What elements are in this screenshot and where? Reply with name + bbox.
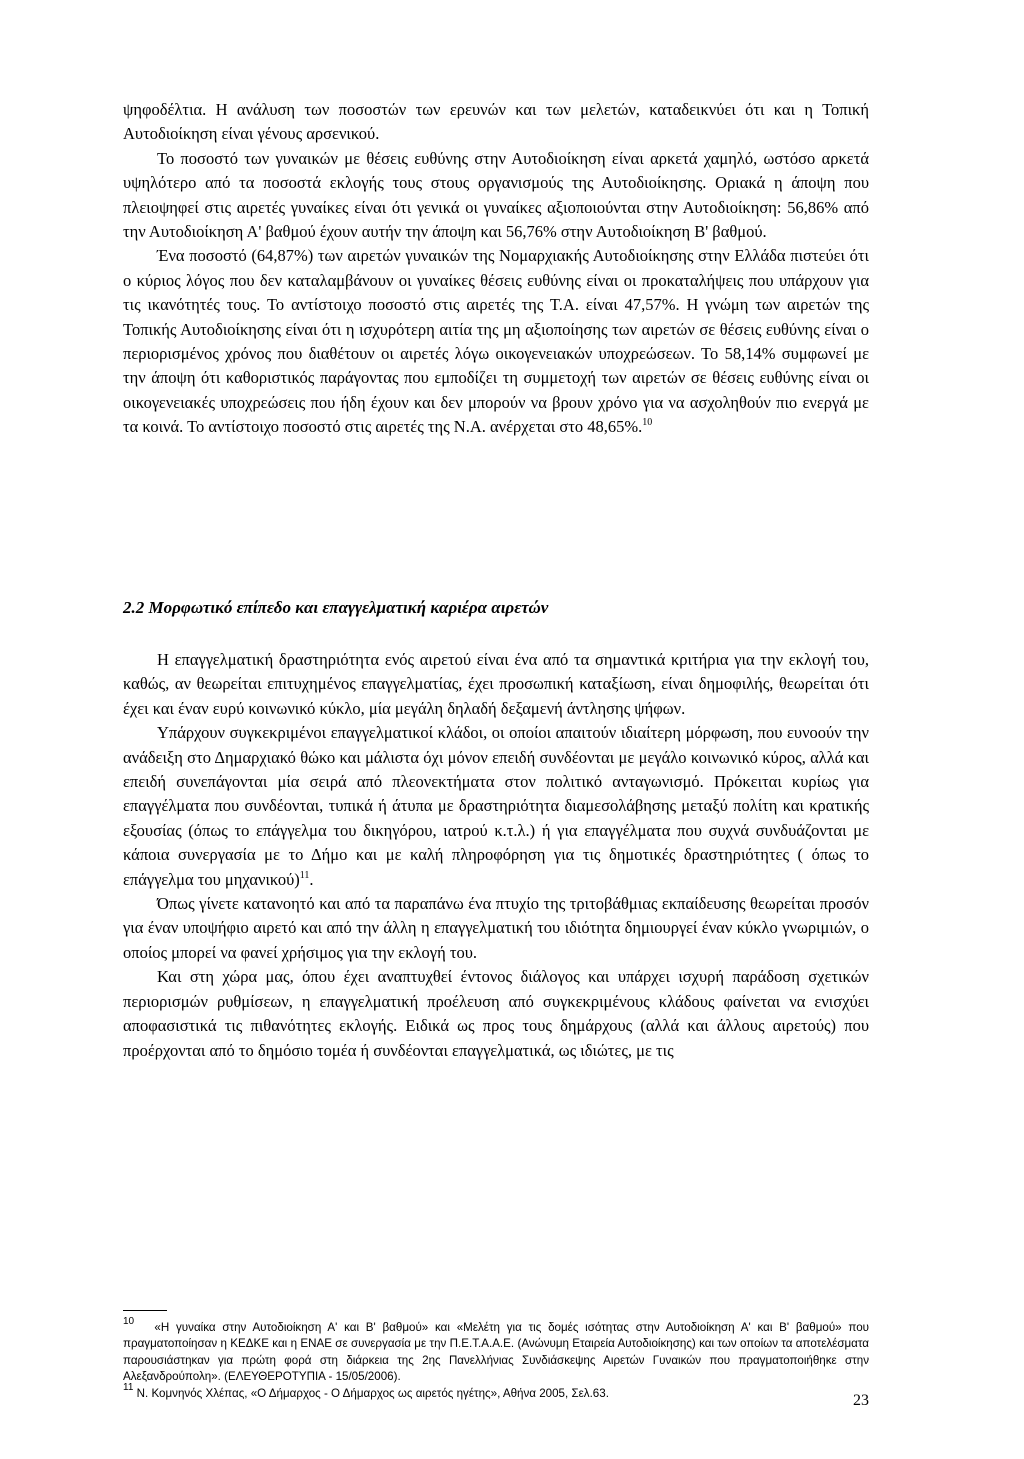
footnote-10-text: «Η γυναίκα στην Αυτοδιοίκηση Α' και Β' βαθμού» και «Μελέτη για τις δομές ισότητας στην Αυτοδιοίκηση Α' και Β' βαθμού» που πραγματοποίησαν η ΚΕΔΚΕ και η ΕΝΑΕ σε συνεργασία με την Π.Ε.Τ.Α.Α.Ε. (Ανώνυμη Εταιρεία Αυτοδιοίκησης) και των οποίων τα αποτελέσματα παρουσιάστηκαν για πρώτη φορά στη διάρκεια της 2ης Πανελλήνιας Συνδιάσκεψης Αιρετών Γυναικών που πραγματοποιήθηκε στην Αλεξανδρούπολη». (ΕΛΕΥΘΕΡΟΤΥΠΙΑ - 15/05/2006). (123, 1321, 869, 1384)
page-number: 23 (853, 1392, 869, 1409)
paragraph-professional-sectors (123, 721, 869, 892)
body-text-top (123, 98, 869, 440)
footnote-ref-11[interactable]: 11 (299, 869, 310, 881)
paragraph-tertiary-education: Όπως γίνετε κατανοητό και από τα παραπάνω ένα πτυχίο της τριτοβάθμιας εκπαίδευσης θεωρείται προσόν για έναν υποψήφιο αιρετό και από την άλλη η επαγγελματική του ιδιότητα δημιουργεί έναν κύκλο γνωριμιών, ο οποίος μπορεί να φανεί χρήσιμος για την εκλογή του. (123, 894, 869, 962)
footnote-11-text: Ν. Κομνηνός Χλέπας, «Ο Δήμαρχος - Ο Δήμαρχος ως αιρετός ηγέτης», Αθήνα 2005, Σελ.63. (136, 1386, 609, 1400)
footnote-11-mark: 11 (123, 1381, 134, 1393)
paragraph-professional-activity: Η επαγγελματική δραστηριότητα ενός αιρετού είναι ένα από τα σημαντικά κριτήρια για την εκλογή του, καθώς, αν θεωρείται επιτυχημένος επαγγελματίας, έχει προσωπική καταξίωση, είναι δημοφιλής, θεωρείται ότι έχει και έναν ευρύ κοινωνικό κύκλο, μία μεγάλη δηλαδή δεξαμενή άντλησης ψήφων. (123, 650, 869, 718)
paragraph-women-positions: Το ποσοστό των γυναικών με θέσεις ευθύνης στην Αυτοδιοίκηση είναι αρκετά χαμηλό, ωστόσο αρκετά υψηλότερο από τα ποσοστά εκλογής τους στους οργανισμούς της Αυτοδιοίκησης. Οριακά η άποψη που πλειοψηφεί στις αιρετές γυναίκες είναι ότι γενικά οι γυναίκες αξιοποιούνται στην Αυτοδιοίκηση: 56,86% από την Αυτοδιοίκηση Α' βαθμού έχουν αυτήν την άποψη και 56,76% στην Αυτοδιοίκηση Β' βαθμού. (123, 148, 869, 242)
paragraph-survey-results (123, 244, 869, 439)
paragraph-professional-sectors-text: Υπάρχουν συγκεκριμένοι επαγγελματικοί κλάδοι, οι οποίοι απαιτούν ιδιαίτερη μόρφωση, που ευνοούν την ανάδειξη στο Δημαρχιακό θώκο και μάλιστα όχι μόνον επειδή συνδέονται με μεγάλο κοινωνικό κύρος, αλλά και επειδή συνεπάγονται μία σειρά από πλεονεκτήματα στον πολιτικό ανταγωνισμό. Πρόκειται κυρίως για επαγγέλματα που συνδέονται, τυπικά ή άτυπα με δραστηριότητα διαμεσολάβησης μεταξύ πολίτη και κρατικής εξουσίας (όπως το επάγγελμα του δικηγόρου, ιατρού κ.τ.λ.) ή για επαγγέλματα που συχνά συνδυάζονται με κάποια συνεργασία με το Δήμο και με καλή πληροφόρηση για τις δημοτικές δραστηριότητες ( όπως το επάγγελμα του μηχανικού) (123, 723, 869, 889)
paragraph-greece-context: Και στη χώρα μας, όπου έχει αναπτυχθεί έντονος διάλογος και υπάρχει ισχυρή παράδοση σχετικών περιορισμών ρυθμίσεων, η επαγγελματική προέλευση από συγκεκριμένους κλάδους φαίνεται να ενισχύει αποφασιστικά τις πιθανότητες εκλογής. Ειδικά ως προς τους δημάρχους (αλλά και άλλους αιρετούς) που προέρχονται από το δημόσιο τομέα ή συνδέονται επαγγελματικά, ως ιδιώτες, με τις (123, 967, 869, 1060)
paragraph-end-period: . (309, 869, 314, 889)
footnote-ref-10[interactable]: 10 (642, 417, 653, 429)
paragraph-continuation: ψηφοδέλτια. Η ανάλυση των ποσοστών των ερευνών και των μελετών, καταδεικνύει ότι και η Τοπική Αυτοδιοίκηση είναι γένους αρσενικού. (123, 100, 869, 144)
paragraph-survey-results-text: Ένα ποσοστό (64,87%) των αιρετών γυναικών της Νομαρχιακής Αυτοδιοίκησης στην Ελλάδα πιστεύει ότι ο κύριος λόγος που δεν καταλαμβάνουν οι γυναίκες θέσεις ευθύνης είναι οι προκαταλήψεις που υπάρχουν για τις ικανότητές τους. Το αντίστοιχο ποσοστό στις αιρετές της Τ.Α. είναι 47,57%. Η γνώμη των αιρετών της Τοπικής Αυτοδιοίκησης είναι ότι η ισχυρότερη αιτία της μη αξιοποίησης των αιρετών σε θέσεις ευθύνης είναι ο περιορισμένος χρόνος που διαθέτουν οι αιρετές λόγω οικογενειακών υποχρεώσεων. Το 58,14% συμφωνεί με την άποψη ότι καθοριστικός παράγοντας που εμποδίζει τη συμμετοχή των αιρετών σε θέσεις ευθύνης είναι οι οικογενειακές υποχρεώσεις που ήδη έχουν και δεν μπορούν να βρουν χρόνο για να ασχοληθούν πιο ενεργά με τα κοινά. Το αντίστοιχο ποσοστό στις αιρετές της Ν.Α. ανέρχεται στο 48,65%. (123, 246, 869, 437)
body-text-bottom (123, 648, 869, 1063)
footnote-10 (123, 1316, 869, 1386)
footnote-10-mark: 10 (123, 1316, 135, 1327)
footnotes-section (123, 1316, 869, 1402)
section-heading: 2.2 Μορφωτικό επίπεδο και επαγγελματική καριέρα αιρετών (123, 598, 549, 617)
footnote-11 (123, 1381, 869, 1402)
footnote-divider (123, 1310, 167, 1311)
